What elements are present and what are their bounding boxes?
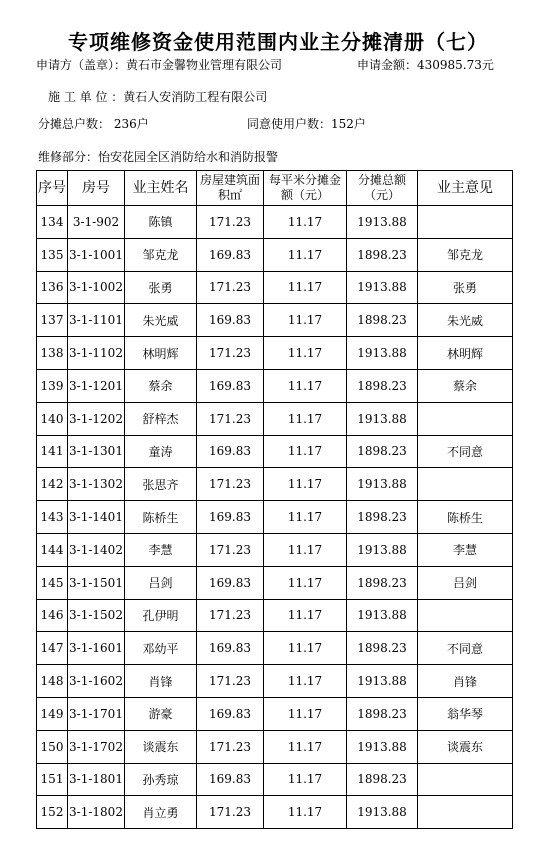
cell-total: 1913.88	[347, 271, 418, 304]
cell-area: 171.23	[197, 599, 264, 632]
cell-room: 3-1-1801	[68, 763, 125, 796]
cell-area: 169.83	[197, 435, 264, 468]
allocation-table	[36, 170, 513, 829]
cell-rate: 11.17	[264, 369, 347, 402]
table-row	[37, 697, 513, 730]
cell-owner: 李慧	[125, 533, 197, 566]
cell-total: 1898.23	[347, 763, 418, 796]
cell-owner: 舒梓杰	[125, 402, 197, 435]
header-room: 房号	[68, 171, 125, 206]
cell-seq: 144	[37, 533, 68, 566]
cell-total: 1898.23	[347, 697, 418, 730]
cell-owner: 游豪	[125, 697, 197, 730]
cell-owner: 邹克龙	[125, 238, 197, 271]
cell-total: 1898.23	[347, 238, 418, 271]
cell-area: 171.23	[197, 271, 264, 304]
cell-area: 169.83	[197, 763, 264, 796]
cell-seq: 137	[37, 304, 68, 337]
cell-total: 1898.23	[347, 435, 418, 468]
cell-rate: 11.17	[264, 304, 347, 337]
cell-room: 3-1-1702	[68, 730, 125, 763]
cell-total: 1898.23	[347, 566, 418, 599]
cell-seq: 147	[37, 632, 68, 665]
cell-seq: 141	[37, 435, 68, 468]
cell-area: 171.23	[197, 730, 264, 763]
cell-area: 171.23	[197, 665, 264, 698]
cell-rate: 11.17	[264, 337, 347, 370]
table-row	[37, 369, 513, 402]
cell-seq: 139	[37, 369, 68, 402]
cell-owner: 孔伊明	[125, 599, 197, 632]
cell-seq: 136	[37, 271, 68, 304]
repair-scope-line: 维修部分：怡安花园全区消防给水和消防报警	[38, 150, 279, 164]
cell-seq: 149	[37, 697, 68, 730]
cell-room: 3-1-1401	[68, 501, 125, 534]
cell-room: 3-1-1201	[68, 369, 125, 402]
cell-total: 1913.88	[347, 665, 418, 698]
cell-area: 169.83	[197, 304, 264, 337]
table-row	[37, 796, 513, 829]
cell-opinion: 蔡余	[418, 369, 513, 402]
cell-rate: 11.17	[264, 796, 347, 829]
cell-owner: 肖锋	[125, 665, 197, 698]
households-total-line: 分摊总户数： 236户	[38, 117, 149, 131]
table-row	[37, 435, 513, 468]
cell-seq: 150	[37, 730, 68, 763]
cell-rate: 11.17	[264, 763, 347, 796]
cell-room: 3-1-1601	[68, 632, 125, 665]
cell-opinion: 谈震东	[418, 730, 513, 763]
cell-opinion: 陈桥生	[418, 501, 513, 534]
cell-area: 171.23	[197, 402, 264, 435]
cell-room: 3-1-1202	[68, 402, 125, 435]
cell-room: 3-1-1802	[68, 796, 125, 829]
cell-opinion: 朱光威	[418, 304, 513, 337]
table-row	[37, 665, 513, 698]
cell-opinion: 李慧	[418, 533, 513, 566]
cell-owner: 朱光威	[125, 304, 197, 337]
cell-area: 171.23	[197, 337, 264, 370]
cell-total: 1913.88	[347, 599, 418, 632]
cell-seq: 145	[37, 566, 68, 599]
cell-rate: 11.17	[264, 730, 347, 763]
cell-rate: 11.17	[264, 665, 347, 698]
cell-total: 1913.88	[347, 206, 418, 239]
header-total: 分摊总额（元）	[347, 171, 418, 206]
cell-opinion	[418, 796, 513, 829]
cell-opinion	[418, 206, 513, 239]
cell-seq: 135	[37, 238, 68, 271]
cell-area: 169.83	[197, 238, 264, 271]
cell-owner: 童涛	[125, 435, 197, 468]
header-rate: 每平米分摊金额（元）	[264, 171, 347, 206]
table-row	[37, 206, 513, 239]
table-row	[37, 304, 513, 337]
cell-owner: 肖立勇	[125, 796, 197, 829]
cell-rate: 11.17	[264, 402, 347, 435]
cell-rate: 11.17	[264, 238, 347, 271]
header-opinion: 业主意见	[418, 171, 513, 206]
cell-opinion: 不同意	[418, 435, 513, 468]
cell-owner: 吕剑	[125, 566, 197, 599]
cell-opinion: 张勇	[418, 271, 513, 304]
cell-room: 3-1-1302	[68, 468, 125, 501]
table-header-row	[37, 171, 513, 206]
cell-rate: 11.17	[264, 206, 347, 239]
cell-rate: 11.17	[264, 632, 347, 665]
cell-total: 1898.23	[347, 632, 418, 665]
header-owner: 业主姓名	[125, 171, 197, 206]
applicant-line: 申请方（盖章）：黄石市金馨物业管理有限公司	[36, 58, 283, 72]
table-row	[37, 632, 513, 665]
cell-owner: 蔡余	[125, 369, 197, 402]
cell-rate: 11.17	[264, 435, 347, 468]
cell-rate: 11.17	[264, 697, 347, 730]
cell-room: 3-1-1001	[68, 238, 125, 271]
header-area: 房屋建筑面积㎡	[197, 171, 264, 206]
table-row	[37, 238, 513, 271]
table-row	[37, 566, 513, 599]
header-seq: 序号	[37, 171, 68, 206]
cell-room: 3-1-1402	[68, 533, 125, 566]
cell-total: 1898.23	[347, 304, 418, 337]
cell-total: 1913.88	[347, 730, 418, 763]
amount-line: 申请金额：430985.73元	[357, 58, 494, 72]
cell-total: 1913.88	[347, 796, 418, 829]
cell-seq: 148	[37, 665, 68, 698]
table-row	[37, 533, 513, 566]
cell-owner: 陈桥生	[125, 501, 197, 534]
cell-area: 169.83	[197, 501, 264, 534]
cell-seq: 143	[37, 501, 68, 534]
cell-owner: 孙秀琼	[125, 763, 197, 796]
cell-seq: 152	[37, 796, 68, 829]
contractor-line: 施 工 单 位 ：黄石人安消防工程有限公司	[48, 90, 268, 104]
cell-room: 3-1-1502	[68, 599, 125, 632]
cell-room: 3-1-1602	[68, 665, 125, 698]
cell-room: 3-1-902	[68, 206, 125, 239]
cell-area: 171.23	[197, 796, 264, 829]
cell-owner: 张思齐	[125, 468, 197, 501]
cell-rate: 11.17	[264, 271, 347, 304]
table-row	[37, 468, 513, 501]
table-row	[37, 763, 513, 796]
cell-rate: 11.17	[264, 533, 347, 566]
cell-rate: 11.17	[264, 501, 347, 534]
cell-total: 1913.88	[347, 402, 418, 435]
cell-room: 3-1-1701	[68, 697, 125, 730]
cell-area: 169.83	[197, 566, 264, 599]
cell-rate: 11.17	[264, 468, 347, 501]
cell-opinion: 林明辉	[418, 337, 513, 370]
table-row	[37, 402, 513, 435]
cell-seq: 146	[37, 599, 68, 632]
page-title: 专项维修资金使用范围内业主分摊清册（七）	[68, 30, 488, 54]
cell-total: 1898.23	[347, 501, 418, 534]
cell-area: 169.83	[197, 697, 264, 730]
cell-opinion: 邹克龙	[418, 238, 513, 271]
cell-opinion: 翁华琴	[418, 697, 513, 730]
cell-opinion	[418, 468, 513, 501]
cell-area: 171.23	[197, 468, 264, 501]
cell-total: 1913.88	[347, 337, 418, 370]
cell-opinion: 肖锋	[418, 665, 513, 698]
cell-total: 1913.88	[347, 533, 418, 566]
cell-room: 3-1-1102	[68, 337, 125, 370]
cell-seq: 134	[37, 206, 68, 239]
table-row	[37, 337, 513, 370]
cell-owner: 张勇	[125, 271, 197, 304]
cell-rate: 11.17	[264, 599, 347, 632]
cell-room: 3-1-1101	[68, 304, 125, 337]
cell-owner: 林明辉	[125, 337, 197, 370]
cell-area: 171.23	[197, 206, 264, 239]
cell-seq: 142	[37, 468, 68, 501]
cell-room: 3-1-1501	[68, 566, 125, 599]
cell-area: 169.83	[197, 369, 264, 402]
table-row	[37, 599, 513, 632]
cell-room: 3-1-1301	[68, 435, 125, 468]
cell-owner: 谈震东	[125, 730, 197, 763]
cell-opinion	[418, 599, 513, 632]
cell-seq: 138	[37, 337, 68, 370]
cell-owner: 邓幼平	[125, 632, 197, 665]
cell-room: 3-1-1002	[68, 271, 125, 304]
cell-opinion	[418, 763, 513, 796]
table-row	[37, 730, 513, 763]
cell-total: 1898.23	[347, 369, 418, 402]
households-agree-line: 同意使用户数：152户	[247, 117, 366, 131]
cell-opinion: 不同意	[418, 632, 513, 665]
cell-seq: 151	[37, 763, 68, 796]
cell-opinion: 吕剑	[418, 566, 513, 599]
cell-total: 1913.88	[347, 468, 418, 501]
cell-area: 169.83	[197, 632, 264, 665]
cell-area: 171.23	[197, 533, 264, 566]
cell-rate: 11.17	[264, 566, 347, 599]
table-row	[37, 501, 513, 534]
cell-owner: 陈镇	[125, 206, 197, 239]
cell-seq: 140	[37, 402, 68, 435]
table-row	[37, 271, 513, 304]
cell-opinion	[418, 402, 513, 435]
